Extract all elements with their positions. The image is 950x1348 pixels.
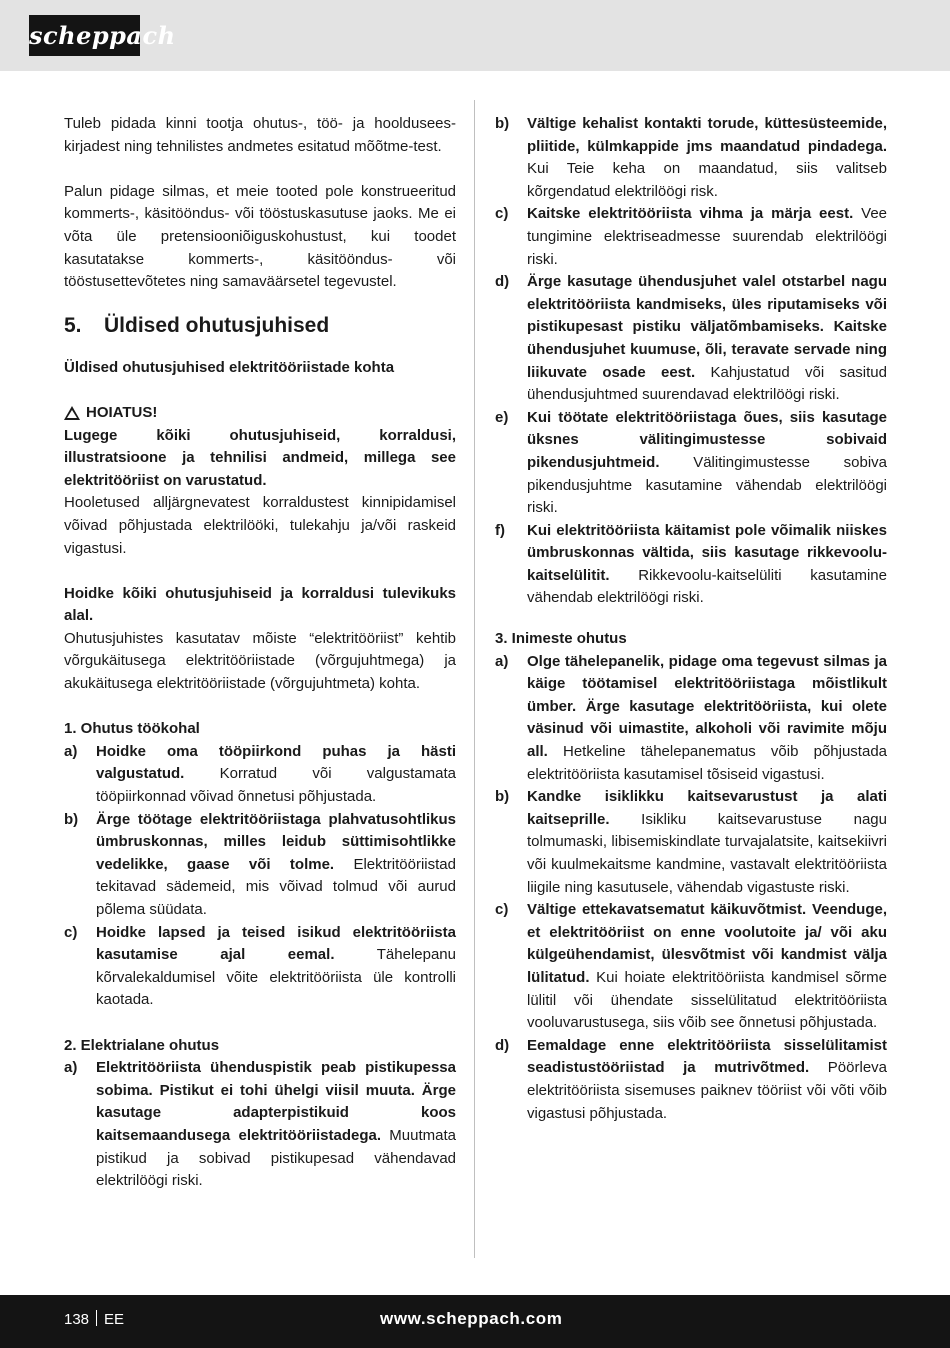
list-item-label: b) <box>64 810 79 828</box>
list-item-bold: Kandke isiklikku kaitsevarustust ja alati kaitseprille. <box>527 788 887 828</box>
section-heading <box>64 312 456 340</box>
list-item-text: Kui Teie keha on maandatud, siis valitseb kõrgendatud elektrilöögi risk. <box>527 160 887 200</box>
language-code: EE <box>104 1311 125 1328</box>
subsection-title: Üldised ohutusjuhised elektritööriistade kohta <box>64 358 395 376</box>
page-number: 138 <box>64 1311 90 1328</box>
list-item-text: Korratud või valgustamata tööpiirkonnad võivad õnnetusi põhjustada. <box>96 765 456 806</box>
personal-safety-heading: 3. Inimeste ohutus <box>495 630 627 648</box>
list-item <box>495 113 887 203</box>
list-item-bold: Kaitske elektritööriista vihma ja märja eest. <box>527 205 854 223</box>
list-item-text: Kahjustatud või sasitud ühendusjuhtmed suurendavad elektrilöögi riski. <box>527 363 887 404</box>
list-item <box>495 407 887 520</box>
scheppach-logo: scheppach <box>29 15 140 56</box>
keep-instructions-bold: Hoidke kõiki ohutusjuhiseid ja korraldusi tulevikuks alal. <box>64 584 456 625</box>
list-item-text: Kui hoiate elektritööriista kandmisel sõrme lülitil või ühendate sisselülitatud elektritööriista vooluvarustusega, siis võib see õnnetusi põhjustada. <box>527 968 887 1032</box>
list-item-bold: Elektritööriista ühenduspistik peab pistikupessa sobima. Pistikut ei tohi ühelgi viisil muuta. Ärge kasutage adapterpistikuid koos kaitsemaandusega elektritööriistadega. <box>96 1059 456 1144</box>
list-item-text: Välitingimustesse sobiva pikendusjuhtme kasutamine vähendab elektrilöögi riski. <box>527 453 887 517</box>
list-item <box>495 203 887 271</box>
work-safety-heading: 1. Ohutus töökohal <box>64 720 200 738</box>
column-divider <box>474 100 475 1258</box>
list-item-label: c) <box>64 923 78 941</box>
list-item-bold: Vältige ettekavatsematut käikuvõtmist. Veenduge, et elektritööriist on enne voolutoite ja/ või aku külgeühendamist, ülesvõtmist või kandmist välja lülitatud. <box>527 901 887 986</box>
section-number: 5. <box>64 313 82 337</box>
list-item-text: Elektritööriistad tekitavad sädemeid, mis võivad tolmud või aurud põlema süüdata. <box>96 855 456 918</box>
list-item <box>495 651 887 787</box>
list-item-text: Tähelepanu kõrvalekaldumisel võite elektritööriista üle kontrolli kaotada. <box>96 946 456 1009</box>
list-item <box>64 922 456 1012</box>
list-item-bold: Hoidke oma tööpiirkond puhas ja hästi valgustatud. <box>96 742 456 783</box>
left-column <box>64 113 456 1193</box>
right-column <box>495 113 887 1125</box>
warning-icon <box>64 406 80 420</box>
list-item-text: Rikkevoolu-kaitselüliti kasutamine vähendab elektrilöögi riski. <box>527 566 887 607</box>
electrical-safety-heading: 2. Elektrialane ohutus <box>64 1036 220 1054</box>
list-item <box>495 271 887 407</box>
list-item-bold: Eemaldage enne elektritööriista sisselülitamist seadistustööriistad ja mutrivõtmed. <box>527 1036 887 1077</box>
list-item-text: Vee tungimine elektriseadmesse suurendab elektrilöögi riski. <box>527 205 887 268</box>
warning-heading <box>64 402 456 425</box>
list-item-bold: Ärge kasutage ühendusjuhet valel otstarbel nagu elektritööriista kandmiseks, üles riputamiseks või pistikupesast pistiku väljatõmbamiseks. Kaitske ühendusjuhet kuumuse, õli, teravate servade ning liikuvate osade eest. <box>527 273 887 381</box>
list-item-label: e) <box>495 408 509 426</box>
list-item <box>495 1035 887 1125</box>
list-item <box>495 520 887 610</box>
list-item-text: Muutmata pistikud ja sobivad pistikupesad vähendavad elektrilöögi riski. <box>96 1126 456 1190</box>
section-title: Üldised ohutusjuhised <box>104 313 330 337</box>
list-item <box>64 1057 456 1193</box>
list-item-label: b) <box>495 115 510 132</box>
page-header <box>0 0 950 71</box>
list-item-label: b) <box>495 788 510 806</box>
website-link[interactable]: www.scheppach.com <box>380 1309 563 1328</box>
list-item-bold: Vältige kehalist kontakti torude, küttesüsteemide, pliitide, külmkappide jms maandatud pindadega. <box>527 115 887 155</box>
intro-paragraph-1: Tuleb pidada kinni tootja ohutus-, töö- ja hooldusees-kirjadest ning tehnilistes andmetes esitatud mõõtme-test. <box>64 115 456 155</box>
list-item <box>64 741 456 809</box>
list-item-bold: Kui elektritööriista käitamist pole võimalik niiskes ümbruskonnas vältida, siis kasutage rikkevoolu-kaitselülitit. <box>527 521 887 584</box>
list-item <box>495 786 887 899</box>
keep-instructions-text: Ohutusjuhistes kasutatav mõiste “elektritööriist” kehtib võrgukäitusega elektritööriistade (võrgujuhtmega) ja akukäitusega elektritööriistade (võrgujuhtmeta) kohta. <box>64 629 456 693</box>
warning-text: Hooletused alljärgnevatest korraldustest kinnipidamisel võivad põhjustada elektrilööki, tulekahju ja/või raskeid vigastusi. <box>64 494 456 557</box>
warning-bold-text: Lugege kõiki ohutusjuhiseid, korraldusi, illustratsioone ja tehnilisi andmeid, millega see elektritööriist on varustatud. <box>64 426 456 489</box>
footer-separator <box>96 1310 97 1326</box>
list-item <box>495 899 887 1035</box>
list-item-bold: Kui töötate elektritööriistaga õues, siis kasutage üksnes välitingimustesse sobivaid pikendusjuhtmeid. <box>527 408 887 471</box>
list-item-bold: Olge tähelepanelik, pidage oma tegevust silmas ja käige töötamisel elektritööriistaga mõistlikult ümber. Ärge kasutage elektritööriista, kui olete väsinud või uimastite, alkoholi või ravimite mõju all. <box>527 652 887 761</box>
list-item-label: c) <box>495 205 509 223</box>
list-item-text: Hetkeline tähelepanematus võib põhjustada elektritööriista kasutamisel tõsiseid vigastusi. <box>527 743 887 783</box>
warning-label: HOIATUS! <box>86 403 158 421</box>
list-item-text: Isikliku kaitsevarustuse nagu tolmumaski, libisemiskindlate turvajalatsite, kaitsekiivri või kuulmekaitsme kandmine, vastavalt elektritööriista liigile ning kasutusele, vähendab vigastuste riski. <box>527 810 887 896</box>
list-item-bold: Hoidke lapsed ja teised isikud elektritööriista kasutamise ajal eemal. <box>96 923 456 964</box>
list-item-label: a) <box>64 742 78 760</box>
list-item-label: d) <box>495 1036 510 1054</box>
page-footer <box>0 1295 950 1348</box>
list-item <box>64 809 456 922</box>
page-info <box>64 1309 124 1331</box>
list-item-label: f) <box>495 521 505 539</box>
list-item-bold: Ärge töötage elektritööriistaga plahvatusohtlikus ümbruskonnas, milles leidub süttimisohtlikke vedelikke, gaase või tolme. <box>96 810 456 873</box>
list-item-label: a) <box>64 1059 78 1077</box>
intro-paragraph-2: Palun pidage silmas, et meie tooted pole konstrueeritud kommerts-, käsitööndus- või tööstuskasutuse jaoks. Me ei võta üle pretensiooniõiguskohustust, kui toodet kasutatakse kommerts-, käsitööndus- või tööstusettevõtetes ning samaväärsetel tegevustel. <box>64 182 456 291</box>
list-item-label: c) <box>495 901 509 919</box>
list-item-text: Pöörleva elektritööriista sisemuses paiknev tööriist või võti võib vigastusi põhjustada. <box>527 1059 887 1122</box>
list-item-label: d) <box>495 273 510 291</box>
list-item-label: a) <box>495 652 509 670</box>
